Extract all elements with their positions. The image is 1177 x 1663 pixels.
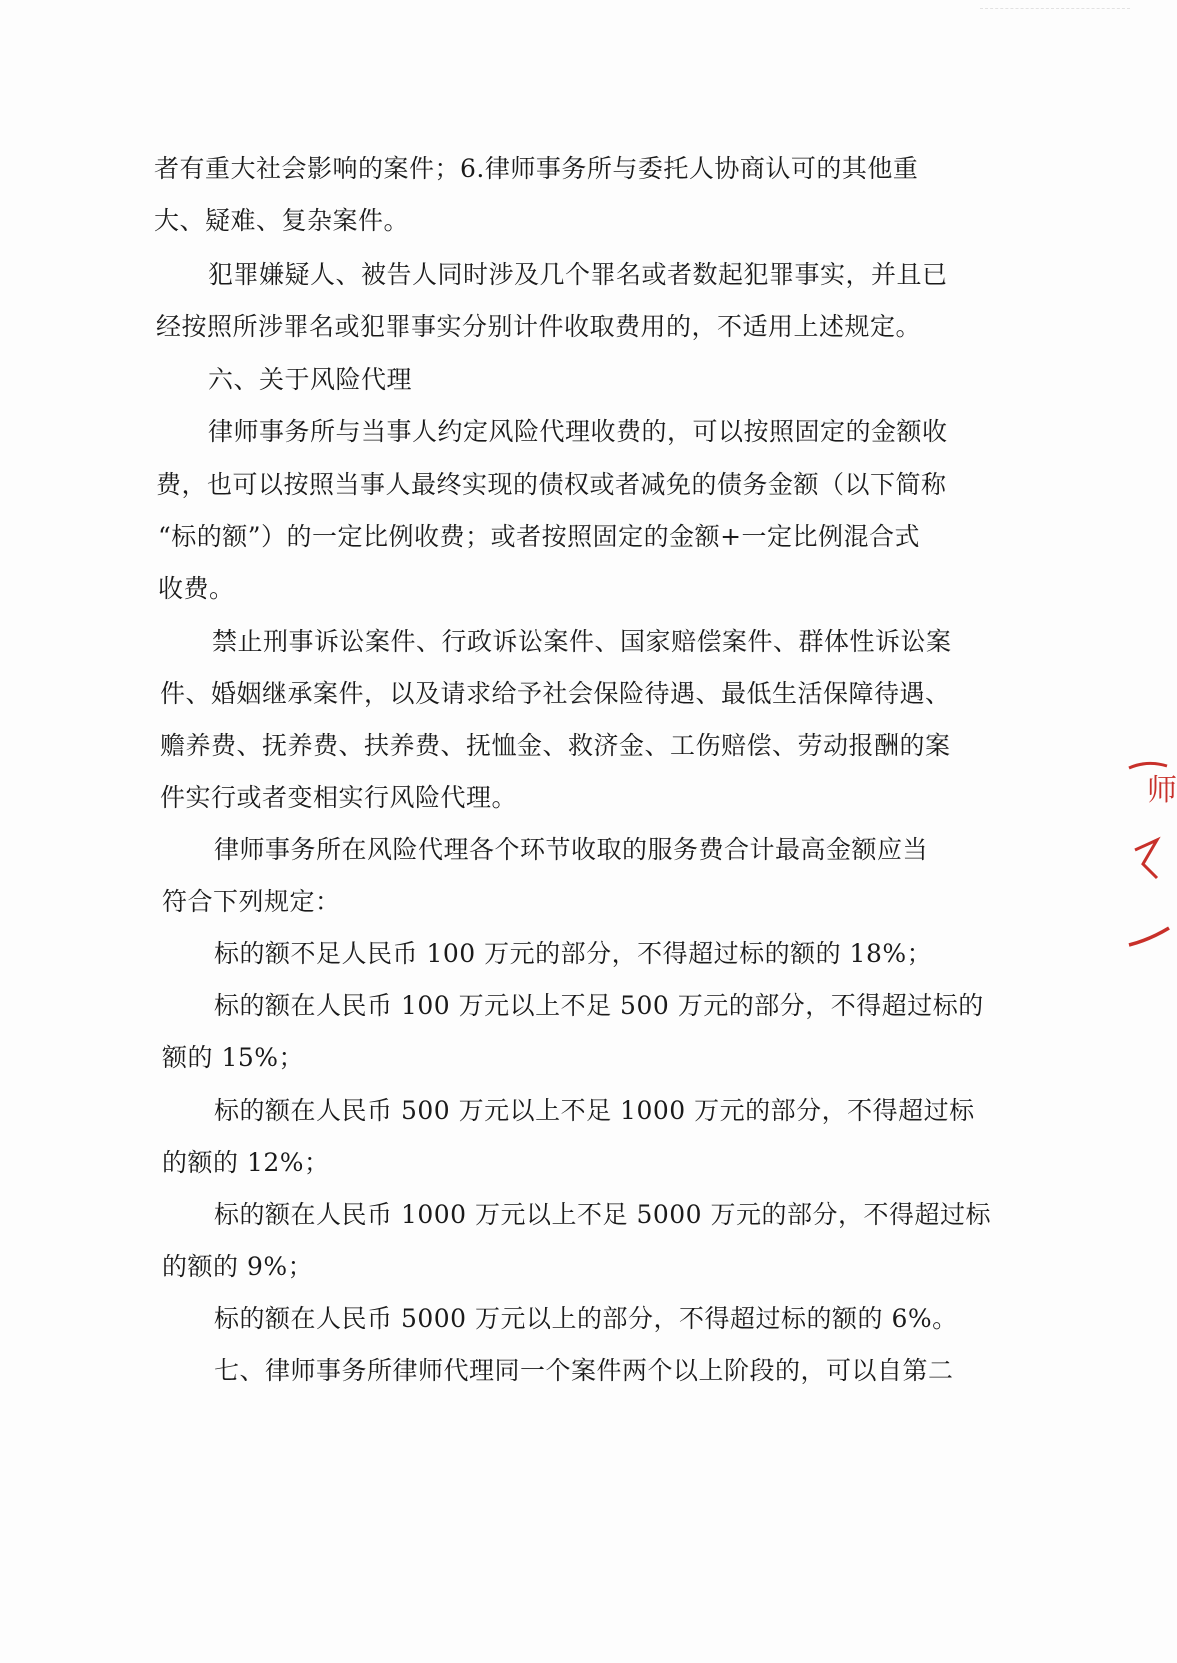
text-line: 的额的 12%； xyxy=(162,1148,330,1177)
text-line: 赡养费、抚养费、扶养费、抚恤金、救济金、工伤赔偿、劳动报酬的案 xyxy=(160,731,951,760)
stamp-arc-bottom xyxy=(1129,928,1169,945)
seal-stamp-fragment xyxy=(1117,760,1177,1010)
text-line: 者有重大社会影响的案件；6.律师事务所与委托人协商认可的其他重 xyxy=(154,154,919,183)
text-line: “标的额”）的一定比例收费；或者按照固定的金额+一定比例混合式 xyxy=(158,522,921,551)
text-line: 七、律师事务所律师代理同一个案件两个以上阶段的，可以自第二 xyxy=(214,1356,954,1385)
text-line: 的额的 9%； xyxy=(162,1252,314,1281)
text-line: 大、疑难、复杂案件。 xyxy=(154,206,410,235)
section-heading: 六、关于风险代理 xyxy=(208,365,413,394)
text-line: 额的 15%； xyxy=(162,1043,305,1072)
text-line: 件实行或者变相实行风险代理。 xyxy=(160,783,518,812)
text-line: 标的额不足人民币 100 万元的部分，不得超过标的额的 18%； xyxy=(214,939,933,968)
text-line: 经按照所涉罪名或犯罪事实分别计件收取费用的，不适用上述规定。 xyxy=(156,312,922,341)
text-line: 收费。 xyxy=(158,574,235,603)
scan-artifact xyxy=(980,8,1130,17)
text-line: 律师事务所在风险代理各个环节收取的服务费合计最高金额应当 xyxy=(214,835,929,864)
stamp-arc-top xyxy=(1129,763,1167,768)
text-line: 律师事务所与当事人约定风险代理收费的，可以按照固定的金额收 xyxy=(208,417,948,446)
text-line: 标的额在人民币 500 万元以上不足 1000 万元的部分，不得超过标 xyxy=(214,1096,975,1125)
text-line: 禁止刑事诉讼案件、行政诉讼案件、国家赔偿案件、群体性诉讼案 xyxy=(212,627,952,656)
stamp-glyph: 师 xyxy=(1147,773,1177,808)
text-line: 标的额在人民币 100 万元以上不足 500 万元的部分，不得超过标的 xyxy=(214,991,984,1020)
text-line: 犯罪嫌疑人、被告人同时涉及几个罪名或者数起犯罪事实，并且已 xyxy=(208,260,948,289)
text-line: 标的额在人民币 1000 万元以上不足 5000 万元的部分，不得超过标 xyxy=(214,1200,992,1229)
stamp-mark xyxy=(1135,840,1157,878)
text-line: 符合下列规定： xyxy=(162,887,341,916)
text-line: 标的额在人民币 5000 万元以上的部分，不得超过标的额的 6%。 xyxy=(214,1304,958,1333)
text-line: 费，也可以按照当事人最终实现的债权或者减免的债务金额（以下简称 xyxy=(156,470,947,499)
text-line: 件、婚姻继承案件，以及请求给予社会保险待遇、最低生活保障待遇、 xyxy=(160,679,951,708)
